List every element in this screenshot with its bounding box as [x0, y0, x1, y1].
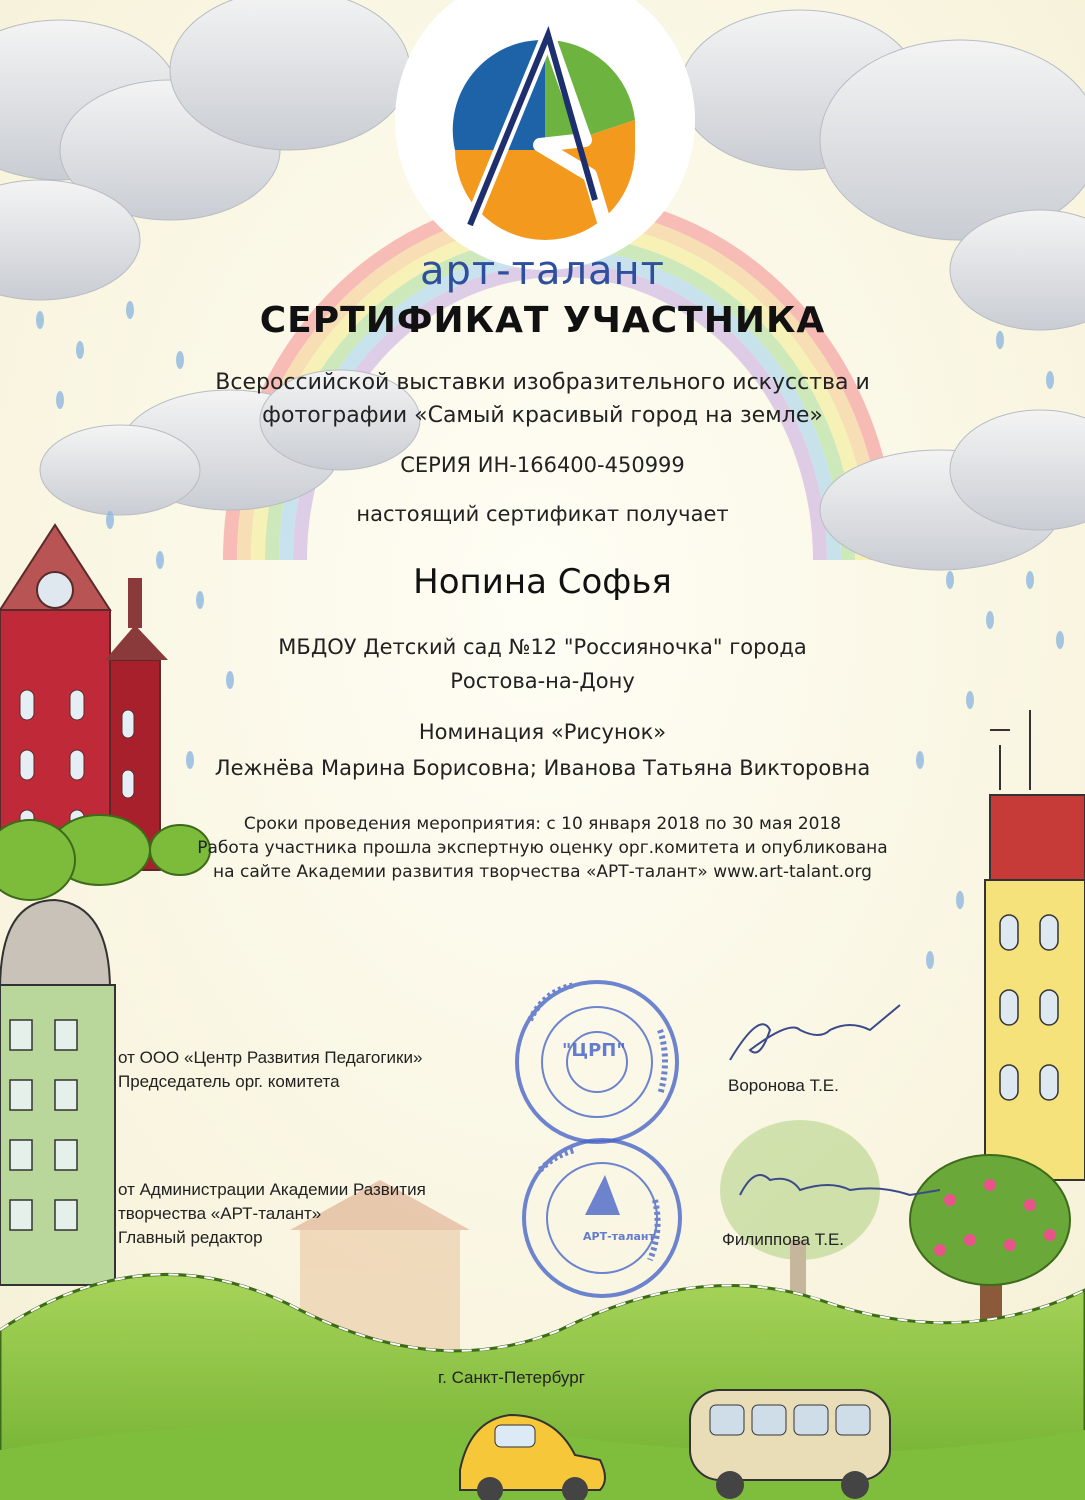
signatory-2-name: Филиппова Т.Е. [722, 1230, 845, 1249]
organization-line-1: МБДОУ Детский сад №12 "Россияночка" города [278, 635, 807, 659]
signatory-1-org: от ООО «Центр Развития Педагогики» [118, 1048, 423, 1067]
series-number: СЕРИЯ ИН-166400-450999 [400, 453, 685, 477]
signatory-1-name: Воронова Т.Е. [728, 1076, 839, 1095]
event-line-1: Всероссийской выставки изобразительного искусства и [215, 370, 870, 395]
city: г. Санкт-Петербург [438, 1368, 585, 1387]
signatory-2-org-line-1: от Администрации Академии Развития [118, 1180, 426, 1199]
brand-name: арт-талант [420, 248, 665, 294]
recipient-organization [0, 630, 1085, 698]
signatory-2-role: Главный редактор [118, 1228, 263, 1247]
event-description [0, 366, 1085, 432]
terms-line-3: на сайте Академии развития творчества «АРТ-талант» www.art-talant.org [213, 862, 872, 882]
left-dome-building [0, 900, 115, 1285]
signatory-2-block [118, 1178, 426, 1250]
nomination-block [0, 714, 1085, 786]
receives-label: настоящий сертификат получает [356, 502, 729, 526]
signatory-1-block [118, 1046, 422, 1094]
signatory-2-org-line-2: творчества «АРТ-талант» [118, 1204, 322, 1223]
terms-line-1: Сроки проведения мероприятия: с 10 января 2018 по 30 мая 2018 [243, 814, 842, 834]
event-line-2: фотографии «Самый красивый город на земле» [262, 403, 823, 428]
stamp-crp-center: "ЦРП" [562, 1040, 626, 1061]
nomination: Номинация «Рисунок» [418, 720, 667, 744]
event-terms [0, 812, 1085, 884]
signatory-1-role: Председатель орг. комитета [118, 1072, 340, 1091]
supervisors: Лежнёва Марина Борисовна; Иванова Татьяна Викторовна [214, 756, 871, 780]
recipient-name: Нопина Софья [413, 562, 672, 602]
organization-line-2: Ростова-на-Дону [450, 669, 635, 693]
certificate-title: СЕРТИФИКАТ УЧАСТНИКА [259, 300, 826, 341]
stamp-art-talant-brand: АРТ-талант [583, 1230, 655, 1243]
terms-line-2: Работа участника прошла экспертную оценку орг.комитета и опубликована [197, 838, 888, 858]
